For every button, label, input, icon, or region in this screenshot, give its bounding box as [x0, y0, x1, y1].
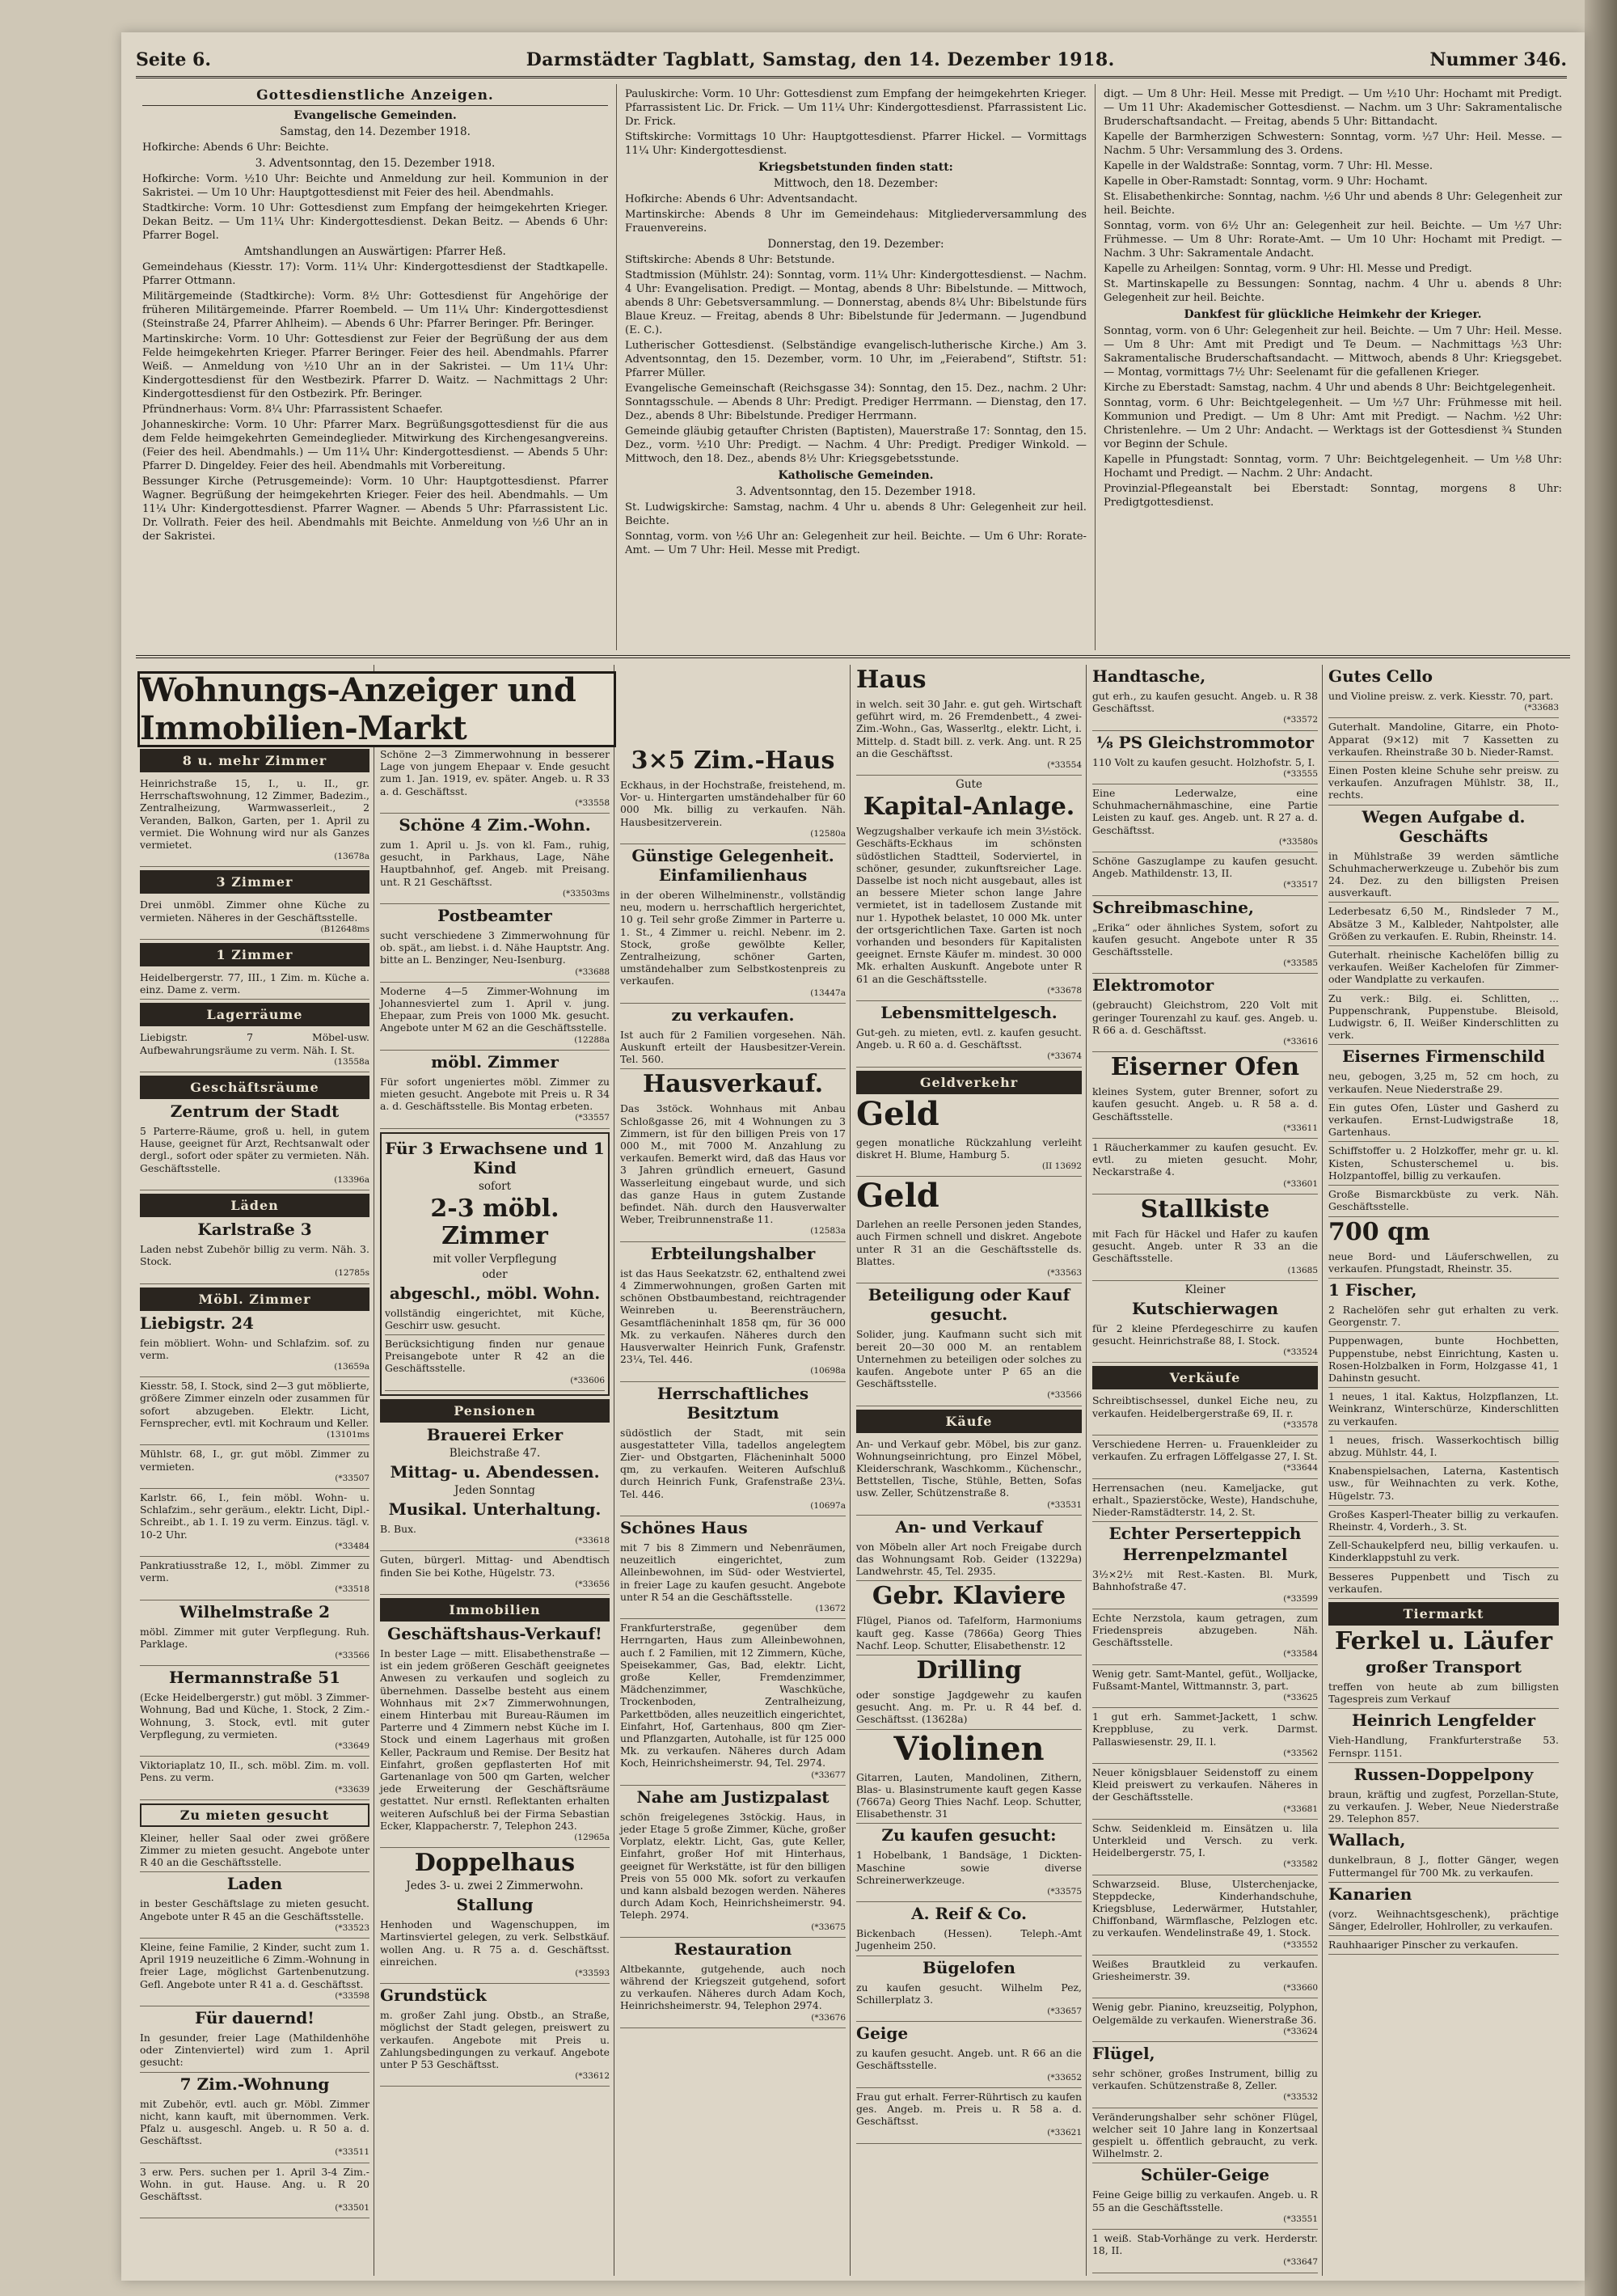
notice-paragraph: Stadtkirche: Vorm. 10 Uhr: Gottesdienst zum Empfang der heimgekehrten Krieger. Dekan Beitz. — Um 11¼ Uhr: Kindergottesdienst. Dekan Beitz. — Abends 6 Uhr: Pfarrer Bogel. [142, 202, 608, 242]
ad-text: dunkelbraun, 8 J., flotter Gänger, wegen Futtermangel für 700 Mk. zu verkaufen. [1328, 1851, 1559, 1882]
notice-paragraph: Evangelische Gemeinschaft (Reichsgasse 34): Sonntag, den 15. Dez., nachm. 2 Uhr: Sonntagsschule. — Abends 8 Uhr: Predigt. Prediger Herrmann. — Dienstag, den 17. Dez., abends 8 Uhr: Bibelstunde. Prediger Herrmann. [625, 383, 1087, 422]
notice-paragraph: St. Martinskapelle zu Bessungen: Sonntag, nachm. 4 Uhr u. abends 8 Uhr: Gelegenheit zur heil. Beichte. [1104, 278, 1562, 304]
notice-date: 3. Adventsonntag, den 15. Dezember 1918. [255, 157, 496, 170]
ad-text: Große Bismarckbüste zu verk. Näh. Geschäftsstelle. [1328, 1186, 1559, 1216]
ad-headline: Handtasche, [1092, 666, 1206, 686]
ad-text: neue Bord- und Läuferschwellen, zu verkaufen. Pfungstadt, Rheinstr. 35. [1328, 1248, 1559, 1279]
ad-headline: Wilhelmstraße 2 [179, 1601, 331, 1622]
issue-number: Nummer 346. [1429, 49, 1567, 70]
ad-headline: Herrenpelzmantel [1122, 1545, 1288, 1565]
ad-headline: Grundstück [380, 1985, 487, 2006]
ad-text: Puppenwagen, bunte Hochbetten, Puppenstube, nebst Einrichtung, Kasten u. Rosen-Holzbalken in Form, Holzgasse 41, 1 Dahinstn gesucht. [1328, 1332, 1559, 1388]
ad-headline: Kutschierwagen [1132, 1298, 1278, 1318]
ad-column-5 [1088, 665, 1323, 2276]
ad-text: 110 Volt zu kaufen gesucht. Holzhofstr. 5, I. (*33555 [1092, 754, 1318, 784]
ad-headline: Geschäftshaus-Verkauf! [387, 1623, 602, 1643]
ad-text: südöstlich der Stadt, mit sein ausgestatteter Villa, tadellos angelegtem Zier- und Obstgarten, Flächeninhalt 5000 qm, zu verkaufen. Weiteren Aufschluß durch Heinrich Funk, Grafenstraße 23¼. Tel. 446. (10697a [620, 1424, 846, 1516]
ad-text: Schreibtischsessel, dunkel Eiche neu, zu verkaufen. Heidelbergerstraße 69, II. r. (*33578 [1092, 1392, 1318, 1436]
ad-subline: Jeden Sonntag [454, 1483, 535, 1497]
ad-subline: sofort [478, 1179, 512, 1193]
ad-text: In bester Lage — mitt. Elisabethenstraße — ist ein jedem größeren Geschäft geeignetes Anwesen zu verkaufen und sogleich zu übernehmen. Dasselbe besteht aus einem Wohnhaus mit 2×7 Zimmerwohnungen, einem Hinterbau mit Bureau-Räumen im Parterre und 4 Zimmern nebst Küche im I. Stock und einem Lagerhaus mit großen Keller, Packraum und Remise. Der Besitz hat Einfahrt, großen gepflasterten Hof mit Gartenanlage von 500 qm Garten, welcher jede Erweiterung der Geschäftsräume gestattet. Nur ernstl. Reflektanten erhalten weiteren Aufschluß bei der Firma Sebastian Ecker, Klappacherstr. 7, Telephon 243. (12965a [380, 1645, 610, 1848]
church-column-3 [1097, 84, 1570, 650]
page-header [136, 44, 1567, 78]
ad-headline: Schüler-Geige [1141, 2165, 1269, 2185]
ad-headline: Beteiligung oder Kauf gesucht. [868, 1285, 1070, 1325]
ad-text: Berücksichtigung finden nur genaue Preisangebote unter R 42 an die Geschäftsstelle. (*33606 [385, 1335, 605, 1391]
ad-text: Guten, bürgerl. Mittag- und Abendtisch finden Sie bei Kothe, Hügelstr. 73. (*33656 [380, 1551, 610, 1595]
notice-paragraph: Kapelle der Barmherzigen Schwestern: Sonntag, vorm. ½7 Uhr: Heil. Messe. — Nachm. 5 Uhr: Versammlung des 3. Ordens. [1104, 131, 1562, 157]
church-column-2 [619, 84, 1096, 650]
category-header: Möbl. Zimmer [140, 1288, 369, 1311]
ad-text: in bester Geschäftslage zu mieten gesucht. Angebote unter R 45 an die Geschäftsstelle. (*33523 [140, 1895, 369, 1939]
ad-text: Gut-geh. zu mieten, evtl. z. kaufen gesucht. Angeb. u. R 60 a. d. Geschäftsst. (*33674 [856, 1024, 1082, 1068]
ad-headline: Musikal. Unterhaltung. [388, 1499, 602, 1519]
ad-text: Feine Geige billig zu verkaufen. Angeb. u. R 55 an die Geschäftsstelle. (*33551 [1092, 2186, 1318, 2230]
ad-text: mit Zubehör, evtl. auch gr. Möbl. Zimmer nicht, kann kauft, mit übernommen. Verk. Pfalz u. ausgeschl. Angeb. u. R 50 a. d. Geschäftsst. (*33511 [140, 2095, 369, 2163]
ad-headline: Geld [856, 1094, 939, 1133]
ad-text: treffen von heute ab zum billigsten Tagespreis zum Verkauf [1328, 1678, 1559, 1709]
ad-text: in Mühlstraße 39 werden sämtliche Schuhmacherwerkzeuge u. Zubehör bis zum 24. Dez. zu den billigsten Preisen ausverkauft. [1328, 848, 1559, 903]
section-divider [136, 655, 1570, 658]
ad-text: Rauhhaariger Pinscher zu verkaufen. [1328, 1936, 1559, 1955]
ad-headline: Eiserner Ofen [1110, 1053, 1300, 1082]
ad-headline: Mittag- u. Abendessen. [390, 1461, 600, 1482]
ad-text: Wenig getr. Samt-Mantel, gefüt., Wolljacke, Fußsamt-Mantel, Wittmannstr. 3, part. (*33625 [1092, 1665, 1318, 1709]
ad-subline: oder [482, 1267, 508, 1281]
ad-headline: abgeschl., möbl. Wohn. [389, 1283, 601, 1303]
category-header: 3 Zimmer [140, 870, 369, 894]
ad-text: Ein gutes Ofen, Lüster und Gasherd zu verkaufen. Ernst-Ludwigstraße 18, Gartenhaus. [1328, 1099, 1559, 1143]
notice-paragraph: Stadtmission (Mühlstr. 24): Sonntag, vorm. 11¼ Uhr: Kindergottesdienst. — Nachm. 4 Uhr: Evangelisation. Predigt. — Montag, abends 8 Uhr: Bibelstunde. — Mittwoch, abends 8 Uhr: Gebetsversammlung. — Donnerstag, abends 8¼ Uhr: Bibelstunde fürs Blaue Kreuz. — Freitag, abends 8 Uhr: Bibelstunde für Jedermann. — Jugendbund (E. C.). [625, 269, 1087, 336]
ad-subline: mit voller Verpflegung [433, 1252, 557, 1266]
ad-text: vollständig eingerichtet, mit Küche, Geschirr usw. gesucht. [385, 1304, 605, 1335]
ad-text: Laden nebst Zubehör billig zu verm. Näh. 3. Stock. (12785s [140, 1241, 369, 1284]
ad-text: Heidelbergerstr. 77, III., 1 Zim. m. Küche a. einz. Dame z. verm. [140, 969, 369, 1000]
ad-text: An- und Verkauf gebr. Möbel, bis zur ganz. Wohnungseinrichtung, pro Einzel Möbel, Kleiderschrank, Waschkomm., Küchenschr., Bettstellen, Tische, Stühle, Betten, Sofas usw. Zeller, Schützenstraße 8. (*33531 [856, 1436, 1082, 1516]
section-subtitle: Katholische Gemeinden. [778, 469, 934, 482]
ad-headline: Russen-Doppelpony [1353, 1764, 1534, 1784]
classified-ads [136, 665, 1570, 2276]
notice-paragraph: Kapelle in der Waldstraße: Sonntag, vorm. 7 Uhr: Hl. Messe. [1104, 160, 1433, 172]
ad-text: Darlehen an reelle Personen jeden Standes, auch Firmen schnell und diskret. Angebote unter R 31 an die Geschäftsstelle ds. Blattes. (*33563 [856, 1216, 1082, 1283]
notice-paragraph: Pauluskirche: Vorm. 10 Uhr: Gottesdienst zum Empfang der heimgekehrten Krieger. Pfarrassistent Lic. Dr. Frick. — Um 11¼ Uhr: Kindergottesdienst. Pfarrassistent Lic. Dr. Frick. [625, 88, 1087, 128]
ad-text: 3 erw. Pers. suchen per 1. April 3-4 Zim.-Wohn. in gut. Hause. Ang. u. R 20 Geschäftsst. (*33501 [140, 2163, 369, 2219]
notice-paragraph: Militärgemeinde (Stadtkirche): Vorm. 8½ Uhr: Gottesdienst für Angehörige der früheren Militärgemeinde. Pfarrer Roembeld. — Um 11¼ Uhr: Kindergottesdienst (Steinstraße 24, Pfarrer Ahlheim). — Abends 6 Uhr: Pfarrer Beringer. Pfr. Beringer. [142, 290, 608, 330]
ad-headline: 2-3 möbl. Zimmer [430, 1194, 559, 1250]
ad-text: mit Fach für Häckel und Hafer zu kaufen gesucht. Angeb. unter R 33 an die Geschäftsstelle. (13685 [1092, 1225, 1318, 1281]
ad-text: 3½×2½ mit Rest.-Kasten. Bl. Murk, Bahnhofstraße 47. (*33599 [1092, 1566, 1318, 1609]
ad-text: Veränderungshalber sehr schöner Flügel, welcher seit 10 Jahre lang in Konzertsaal gespielt u. öffentlich gebraucht, zu verk. Wilhelmstr. 2. [1092, 2108, 1318, 2164]
ad-headline: zu verkaufen. [671, 1004, 795, 1025]
category-header: 8 u. mehr Zimmer [140, 749, 369, 772]
notice-paragraph: Pfründnerhaus: Vorm. 8¼ Uhr: Pfarrassistent Schaefer. [142, 404, 443, 416]
ad-text: Ist auch für 2 Familien vorgesehen. Näh. Auskunft erteilt der Hausbesitzer-Verein. Tel. 560. [620, 1026, 846, 1070]
notice-paragraph: St. Ludwigskirche: Samstag, nachm. 4 Uhr u. abends 8 Uhr: Gelegenheit zur heil. Beichte. [625, 501, 1087, 527]
ad-text: sehr schöner, großes Instrument, billig zu verkaufen. Schützenstraße 8, Zeller. (*33532 [1092, 2065, 1318, 2108]
ad-text: 1 neues, 1 ital. Kaktus, Holzpflanzen, Lt. Weinkranz, Winterschürze, Kinderschlitten zu verkaufen. [1328, 1388, 1559, 1431]
ad-headline: Restauration [673, 1939, 792, 1959]
ad-headline: Kapital-Anlage. [863, 793, 1075, 822]
ad-text: 2 Rachelöfen sehr gut erhalten zu verk. Georgenstr. 7. [1328, 1301, 1559, 1332]
ad-text: zu kaufen gesucht. Wilhelm Pez, Schillerplatz 3. (*33657 [856, 1979, 1082, 2023]
ad-headline: Eisernes Firmenschild [1342, 1047, 1545, 1067]
ad-headline: Für 3 Erwachsene und 1 Kind [385, 1138, 605, 1178]
notice-date: Mittwoch, den 18. Dezember: [773, 177, 939, 190]
ad-text: 1 neues, frisch. Wasserkochtisch billig abzug. Mühlstr. 44, I. [1328, 1431, 1559, 1462]
ad-headline: Stallkiste [1140, 1195, 1270, 1224]
notice-paragraph: Hofkirche: Abends 6 Uhr: Beichte. [142, 142, 329, 154]
ad-headline: ⅛ PS Gleichstrommotor [1096, 732, 1314, 752]
ad-text: Moderne 4—5 Zimmer-Wohnung im Johannesviertel zum 1. April v. jung. Ehepaar, zum Preis von 1000 Mk. gesucht. Angebote unter M 62 an die Geschäftsstelle. (12288a [380, 983, 610, 1051]
ad-text: Zu verk.: Bilg. ei. Schlitten, ... Puppenschrank, Puppenstube. Bleisold, Ludwigstr. 6, II. Weißer Kinderschlitten zu verk. [1328, 990, 1559, 1046]
ad-headline: A. Reif & Co. [911, 1904, 1027, 1924]
notice-paragraph: digt. — Um 8 Uhr: Heil. Messe mit Predigt. — Um ½10 Uhr: Hochamt mit Predigt. — Um 11 Uhr: Akademischer Gottesdienst. — Nachm. um 3 Uhr: Sakramentalische Bruderschaftsandacht. — Freitag, abends 5 Uhr: Bittandacht. [1104, 88, 1562, 128]
ad-text: Schöne Gaszuglampe zu kaufen gesucht. Angeb. Mathildenstr. 13, II. (*33517 [1092, 852, 1318, 896]
ad-headline: Schöne 4 Zim.-Wohn. [399, 815, 591, 835]
ad-headline: Haus [856, 666, 927, 694]
ad-text: 5 Parterre-Räume, groß u. hell, in gutem Hause, geeignet für Arzt, Rechtsanwalt oder dergl., sofort oder später zu vermieten. Näh. Geschäftsstelle. (13396a [140, 1123, 369, 1190]
ad-text: Wegzugshalber verkaufe ich mein 3½stöck. Geschäfts-Eckhaus im schönsten südöstlichen Stadtteil, Soderviertel, in schöner, gesunder, zukunftsreicher Lage. Dasselbe ist noch nicht ausgebaut, alles ist an bessere Mieter schon lange Jahre vermietet, ist in tadellosem Zustande mit nur 1. Hypothek belastet, 10 000 Mk. unter der ortsgerichtlichen Taxe. Garten ist noch vorhanden und besonders für Kapitalisten geeignet. Ernste Käufer m. mindest. 30 000 Mk. erhalten Auskunft. Angebote unter R 61 an die Geschäftsstelle. (*33678 [856, 822, 1082, 1001]
ad-text: neu, gebogen, 3,25 m, 52 cm hoch, zu verkaufen. Neue Niederstraße 29. [1328, 1068, 1559, 1098]
ad-text: Verschiedene Herren- u. Frauenkleider zu verkaufen. Zu erfragen Löffelgasse 27, I. St. (*33644 [1092, 1436, 1318, 1479]
ad-text: zum 1. April u. Js. von kl. Fam., ruhig, gesucht, in Parkhaus, Lage, Nähe Hauptbahnhof, gef. Angeb. mit Preisang. unt. R 21 Geschäftsst. (*33503ms [380, 836, 610, 904]
ad-subline: Bleichstraße 47. [449, 1446, 541, 1460]
ad-text: mit 7 bis 8 Zimmern und Nebenräumen, neuzeitlich eingerichtet, zum Alleinbewohnen, im Süd- oder Westviertel, in freier Lage zu kaufen gesucht. Angebote unter R 54 an die Geschäftsstelle. (13672 [620, 1539, 846, 1619]
ad-text: Einen Posten kleine Schuhe sehr preisw. zu verkaufen. Anzufragen Mühlstr. 38, II., rechts. [1328, 762, 1559, 806]
ad-headline: Wallach, [1328, 1830, 1406, 1850]
notice-paragraph: Provinzial-Pflegeanstalt bei Eberstadt: Sonntag, morgens 8 Uhr: Predigtgottesdienst. [1104, 483, 1562, 509]
ad-text: Henhoden und Wagenschuppen, im Martinsviertel gelegen, zu verk. Selbstkäuf. wollen Ang. u. R 75 a. d. Geschäftsst. einreichen. (*33593 [380, 1916, 610, 1984]
ad-headline: Doppelhaus [414, 1849, 576, 1878]
ad-headline: Kanarien [1328, 1884, 1412, 1904]
ad-text: gegen monatliche Rückzahlung verleiht diskret H. Blume, Hamburg 5. (II 13692 [856, 1134, 1082, 1178]
notice-date: Donnerstag, den 19. Dezember: [767, 238, 944, 251]
masthead-date: Darmstädter Tagblatt, Samstag, den 14. Dezember 1918. [526, 49, 1115, 70]
ad-headline: Für dauernd! [195, 2008, 315, 2027]
ad-text: Frankfurterstraße, gegenüber dem Herrngarten, Haus zum Alleinbewohnen, auch f. 2 Familien, mit 12 Zimmern, Küche, Speisekammer, Gas, Bad, elektr. Licht, große Keller, Fremdenzimmer, Mädchenzimmer, Waschküche, Trockenboden, Zentralheizung, Parkettböden, alles neuzeitlich eingerichtet, Einfahrt, Hof, Gartenhaus, 800 qm Zier- und Pflanzgarten, Autohalle, ist für 125 000 Mk. zu verkaufen. Näheres durch Adam Koch, Heinrichsheimerstr. 94, Tel. 2974. (*33677 [620, 1619, 846, 1786]
notice-paragraph: Sonntag, vorm. 6 Uhr: Beichtgelegenheit. — Um ½7 Uhr: Frühmesse mit heil. Kommunion und Predigt. — Um 8 Uhr: Amt mit Predigt. — Nachm. ½2 Uhr: Christenlehre. — Um 2 Uhr: Andacht. — Werktags ist der Gottesdienst ¾ Stunden vor Beginn der Schule. [1104, 397, 1562, 450]
ad-headline: Erbteilungshalber [650, 1243, 816, 1263]
ad-text: in welch. seit 30 Jahr. e. gut geh. Wirtschaft geführt wird, m. 26 Fremdenbett., 4 zwei-Zim.-Wohn., Gas, Wasserltg., elektr. Licht, i. Mittelp. d. Stadt bill. z. verk. Ang. unt. R 25 an die Geschäftsst. (*33554 [856, 696, 1082, 776]
ad-headline: Hausverkauf. [642, 1070, 824, 1099]
ad-headline: 3×5 Zim.-Haus [631, 746, 835, 775]
ad-text: ist das Haus Seekatzstr. 62, enthaltend zwei 4 Zimmerwohnungen, großen Garten mit schönen Obstbaumbestand, reichtragender Weinreben u. Beerensträuchern, Gesamtflächeninhalt 1858 qm, für 36 000 Mk. zu verkaufen. Näheres durch den Hausverwalter Heinrich Funk, Grafenstr. 23¼, Tel. 446. (10698a [620, 1265, 846, 1382]
notice-date: 3. Adventsonntag, den 15. Dezember 1918. [736, 485, 976, 498]
ad-headline: Violinen [893, 1729, 1045, 1768]
notice-paragraph: Hofkirche: Vorm. ½10 Uhr: Beichte und Anmeldung zur heil. Kommunion in der Sakristei. — Um 10 Uhr: Hauptgottesdienst mit Feier des heil. Abendmahls. [142, 173, 608, 199]
ad-text: Frau gut erhalt. Ferrer-Rührtisch zu kaufen ges. Angeb. m. Preis u. R 58 a. d. Geschäftsst. (*33621 [856, 2088, 1082, 2144]
ad-text: Flügel, Pianos od. Tafelform, Harmoniums kauft geg. Kasse (7866a) Georg Thies Nachf. Leop. Schutter, Elisabethenstr. 12 [856, 1612, 1082, 1655]
ad-text: Kiesstr. 58, I. Stock, sind 2—3 gut möblierte, größere Zimmer einzeln oder zusammen für sofort abzugeben. Elektr. Licht, Fernsprecher, evtl. mit Kochraum und Keller. (13101ms [140, 1377, 369, 1445]
section-subtitle: Evangelische Gemeinden. [293, 109, 457, 122]
ad-headline: Geld [856, 1177, 939, 1216]
notice-paragraph: Johanneskirche: Vorm. 10 Uhr: Pfarrer Marx. Begrüßungsgottesdienst für die aus dem Felde heimgekehrten Gemeindeglieder. Mitwirkung des Kirchengesangvereins. (Feier des heil. Abendmahls.) — Um 11¼ Uhr: Kindergottesdienst. — Abends 5 Uhr: Pfarrer D. Dingeldey. Feier des heil. Abendmahls mit Vorbereitung. [142, 419, 608, 472]
notice-paragraph: Martinskirche: Vorm. 10 Uhr: Gottesdienst zur Feier der Begrüßung der aus dem Felde heimgekehrten Krieger. Pfarrer Beringer. Feier des heil. Abendmahls. Pfarrer Weiß. — Anmeldung von ½10 Uhr an in der Sakristei. — Um 11¼ Uhr: Kindergottesdienst für den Westbezirk. Pfarrer D. Waitz. — Nachmittags 2 Uhr: Kindergottesdienst für den Ostbezirk. Pfr. Beringer. [142, 333, 608, 400]
ad-text: Neuer königsblauer Seidenstoff zu einem Kleid preiswert zu verkaufen. Näheres in der Geschäftsstelle. (*33681 [1092, 1764, 1318, 1820]
ad-text: (gebraucht) Gleichstrom, 220 Volt mit geringer Tourenzahl zu kauf. ges. Angeb. u. R 66 a. d. Geschäftsst. (*33616 [1092, 996, 1318, 1052]
ad-text: m. großer Zahl jung. Obstb., an Straße, möglichst der Stadt gelegen, preiswert zu verkaufen. Angebote mit Preis u. Zahlungsbedingungen zu verkauf. Angebote unter P 53 Geschäftsst. (*33612 [380, 2006, 610, 2087]
ad-text: Das 3stöck. Wohnhaus mit Anbau Schloßgasse 26, mit 4 Wohnungen zu 3 Zimmern, ist für den billigen Preis von 17 000 M., mit 7000 M. Anzahlung zu verkaufen. Bemerkt wird, daß das Haus vor 3 Jahren gründlich erneuert, Gasund Wasserleitung eingebaut wurde, und sich das ganze Haus in gutem Zustande befindet. Näh. durch den Hausverwalter Weber, Treibrunnenstraße 11. (12583a [620, 1100, 846, 1241]
ad-headline: Zu kaufen gesucht: [881, 1825, 1057, 1846]
ad-text: Liebigstr. 7 Möbel-usw. Aufbewahrungsräume zu verm. Näh. I. St. (13558a [140, 1029, 369, 1072]
ad-headline: Stallung [456, 1895, 534, 1915]
ad-text: Schw. Seidenkleid m. Einsätzen u. lila Unterkleid und Versch. zu verk. Heidelbergerstr. 75, I. (*33582 [1092, 1820, 1318, 1875]
ad-text: Großes Kasperl-Theater billig zu verkaufen. Rheinstr. 4, Vorderh., 3. St. [1328, 1506, 1559, 1537]
ad-text: Vieh-Handlung, Frankfurterstraße 53. Fernspr. 1151. [1328, 1732, 1559, 1762]
ad-column-2 [376, 665, 614, 2276]
notice-paragraph: Lutherischer Gottesdienst. (Selbständige evangelisch-lutherische Kirche.) Am 3. Adventsonntag, den 15. Dezember, vorm. 10 Uhr, im „Feierabend“, Stiftstr. 51: Pfarrer Müller. [625, 340, 1087, 379]
ad-text: Viktoriaplatz 10, II., sch. möbl. Zim. m. voll. Pens. zu verm. (*33639 [140, 1757, 369, 1800]
category-header: Käufe [856, 1410, 1082, 1433]
ad-text: Kleiner, heller Saal oder zwei größere Zimmer zu mieten gesucht. Angebote unter R 40 an die Geschäftsstelle. [140, 1829, 369, 1873]
ad-headline: Nahe am Justizpalast [636, 1786, 830, 1807]
newspaper-page [121, 32, 1585, 2281]
banner-spacer [620, 665, 846, 746]
ad-headline: Wegen Aufgabe d. Geschäfts [1362, 806, 1526, 846]
ad-text: oder sonstige Jagdgewehr zu kaufen gesucht. Ang. m. Pr. u. R 44 bef. d. Geschäftsst. (13628a) [856, 1686, 1082, 1730]
category-header: Tiermarkt [1328, 1602, 1559, 1626]
ad-headline: An- und Verkauf [895, 1516, 1043, 1537]
notice-paragraph: Sonntag, vorm. von ½6 Uhr an: Gelegenheit zur heil. Beichte. — Um 6 Uhr: Rorate-Amt. — Um 7 Uhr: Heil. Messe mit Predigt. [625, 531, 1087, 556]
ad-text: Knabenspielsachen, Laterna, Kastentisch usw., für Weihnachten zu verk. Kothe, Hügelstr. 73. [1328, 1462, 1559, 1506]
ad-headline: Günstige Gelegenheit. Einfamilienhaus [631, 846, 834, 886]
ad-headline: Drilling [916, 1655, 1022, 1685]
ad-headline: 1 Fischer, [1328, 1279, 1417, 1300]
ad-text: zu kaufen gesucht. Angeb. unt. R 66 an die Geschäftsstelle. (*33652 [856, 2044, 1082, 2088]
ad-text: schön freigelegenes 3stöckig. Haus, in jeder Etage 5 große Zimmer, Küche, großer Vorplatz, elektr. Licht, Gas, gute Keller, Einfahrt, großer Hof mit Hinterhaus, geeignet für Werkstätte, ist für den billigen Preis von 55 000 Mk. sofort zu verkaufen und kann alsbald bezogen werden. Näheres durch Adam Koch, Heinrichsheimerstr. 94. Teleph. 2974. (*33675 [620, 1808, 846, 1938]
ad-headline: Geige [856, 2023, 909, 2044]
ad-text: Heinrichstraße 15, I., u. II., gr. Herrschaftswohnung, 12 Zimmer, Badezim., Zentralheizung, Warmwasserleit., 2 Veranden, Balkon, Garten, per 1. April zu vermiet. Die Wohnung wird nur als Ganzes vermietet. (13678a [140, 775, 369, 867]
ad-headline: Zentrum der Stadt [170, 1101, 340, 1122]
ad-subline: Kleiner [1184, 1283, 1226, 1296]
ad-headline: großer Transport [1365, 1656, 1522, 1677]
ad-headline: Elektromotor [1092, 975, 1214, 996]
ad-text: 1 gut erh. Sammet-Jackett, 1 schw. Kreppbluse, zu verk. Darmst. Pallaswiesenstr. 29, II. l. (*33562 [1092, 1708, 1318, 1764]
notice-paragraph: St. Elisabethenkirche: Sonntag, nachm. ½6 Uhr und abends 8 Uhr: Gelegenheit zur heil. Beichte. [1104, 191, 1562, 217]
ad-headline: Heinrich Lengfelder [1351, 1710, 1536, 1731]
ad-headline: Bügelofen [922, 1957, 1015, 1977]
category-header: Pensionen [380, 1399, 610, 1423]
notice-paragraph: Martinskirche: Abends 8 Uhr im Gemeindehaus: Mitgliederversammlung des Frauenvereins. [625, 209, 1087, 235]
notice-paragraph: Stiftskirche: Vormittags 10 Uhr: Hauptgottesdienst. Pfarrer Hickel. — Vormittags 11¼ Uhr: Kindergottesdienst. [625, 131, 1087, 157]
ad-text: braun, kräftig und zugfest, Porzellan-Stute, zu verkaufen. J. Weber, Neue Niederstraße 29. Telephon 857. [1328, 1786, 1559, 1829]
ad-headline: Herrschaftliches Besitztum [657, 1383, 809, 1423]
notice-paragraph: Hofkirche: Abends 6 Uhr: Adventsandacht. [625, 193, 858, 205]
book-binding-edge [1585, 0, 1617, 2296]
category-header: Verkäufe [1092, 1366, 1318, 1389]
ad-headline: Gutes Cello [1328, 666, 1433, 686]
category-header: Zu mieten gesucht [140, 1803, 369, 1827]
ad-headline: Schönes Haus [620, 1517, 748, 1537]
ad-text: in der oberen Wilhelminenstr., vollständig neu, modern u. herrschaftlich hergerichtet, 10 g. Teil sehr große Zimmer in Parterre u. 1. St., 4 Zimmer u. reichl. Nebenr. im 2. Stock, große gewölbte Keller, Zentralheizung, schöner Garten, umständehalber zum Selbstkostenpreis zu verkaufen. (13447a [620, 886, 846, 1004]
ad-text: Echte Nerzstola, kaum getragen, zum Friedenspreis abzugeben. Näh. Geschäftsstelle. (*33584 [1092, 1609, 1318, 1665]
notice-paragraph: Kapelle in Pfungstadt: Sonntag, vorm. 7 Uhr: Beichtgelegenheit. — Um ½8 Uhr: Hochamt und Predigt. — Nachm. 2 Uhr: Andacht. [1104, 454, 1562, 480]
ad-text: Kleine, feine Familie, 2 Kinder, sucht zum 1. April 1919 neuzeitliche 6 Zimm.-Wohnung in freier Lage, möglichst Gartenbenutzung. Gefl. Angebote unter R 41 a. d. Geschäftsst. (*33598 [140, 1939, 369, 2006]
ad-text: Schöne 2—3 Zimmerwohnung in besserer Lage von jungem Ehepaar v. Ende gesucht zum 1. Jan. 1919, ev. später. Angeb. u. R 33 a. d. Geschäftsst. (*33558 [380, 746, 610, 814]
notice-paragraph: Gemeinde gläubig getaufter Christen (Baptisten), Mauerstraße 17: Sonntag, den 15. Dez., vorm. ½10 Uhr: Predigt. — Nachm. 4 Uhr: Predigt. Prediger Winkold. — Mittwoch, den 18. Dez., abends 8½ Uhr: Kriegsgebetsstunde. [625, 425, 1087, 465]
category-header: Geschäftsräume [140, 1076, 369, 1099]
ad-text: Schiffstoffer u. 2 Holzkoffer, mehr gr. u. kl. Kisten, Schusterschemel u. bis. Holzpantoffel, billig zu verkaufen. [1328, 1142, 1559, 1186]
category-header: Läden [140, 1194, 369, 1217]
ad-headline: Gebr. Klaviere [872, 1582, 1066, 1611]
ad-subline: Jedes 3- u. zwei 2 Zimmerwohn. [406, 1880, 584, 1893]
notice-paragraph: Bessunger Kirche (Petrusgemeinde): Vorm. 10 Uhr: Hauptgottesdienst. Pfarrer Wagner. Begrüßung der heimgekehrten Krieger. Feier des heil. Abendmahls. — Um 11¼ Uhr: Kindergottesdienst. Pfarrer Wagner. — Abends 5 Uhr: Pfarrassistent Lic. Dr. Vollrath. Feier des heil. Abendmahls mit Beichte. Anmeldung von ½6 Uhr an in der Sakristei. [142, 476, 608, 543]
notice-paragraph: Kapelle in Ober-Ramstadt: Sonntag, vorm. 9 Uhr: Hochamt. [1104, 175, 1428, 188]
ad-text: 1 Räucherkammer zu kaufen gesucht. Ev. evtl. zu mieten gesucht. Mohr, Neckarstraße 4. (*33601 [1092, 1139, 1318, 1195]
category-header: Lagerräume [140, 1003, 369, 1026]
category-header: Immobilien [380, 1598, 610, 1622]
section-subtitle: Dankfest für glückliche Heimkehr der Krieger. [1184, 308, 1482, 321]
notice-paragraph: Stiftskirche: Abends 8 Uhr: Betstunde. [625, 254, 835, 266]
ad-text: Drei unmöbl. Zimmer ohne Küche zu vermieten. Näheres in der Geschäftsstelle. (B12648ms [140, 896, 369, 940]
ad-text: Schwarzseid. Bluse, Ulsterchenjacke, Steppdecke, Kinderhandschuhe, Kriegsbluse, Lederwärmer, Hutstahler, Chiffonband, Wärmflasche, Pelzlogen etc. zu verkaufen. Wendelinstraße 49, 1. Stock. (*33552 [1092, 1875, 1318, 1956]
ad-text: sucht verschiedene 3 Zimmerwohnung für ob. spät., am liebst. i. d. Nähe Hauptstr. Ang. bitte an L. Benzinger, Neu-Isenburg. (*33688 [380, 927, 610, 983]
ad-text: Zell-Schaukelpferd neu, billig verkaufen. u. Kinderklappstuhl zu verk. [1328, 1537, 1559, 1567]
category-header: Geldverkehr [856, 1071, 1082, 1094]
ad-text: Guterhalt. Mandoline, Gitarre, ein Photo-Apparat (9×12) mit 7 Kassetten zu verkaufen. Rheinstraße 30 b. Nieder-Ramst. [1328, 718, 1559, 762]
section-title: Gottesdienstliche Anzeigen. [142, 87, 608, 106]
notice-date: Samstag, den 14. Dezember 1918. [280, 125, 471, 138]
ad-text: Herrensachen (neu. Kameljacke, gut erhalt., Spazierstöcke, Weste), Handschuhe, Nieder-Ramstädterstr. 14, 2. St. [1092, 1479, 1318, 1523]
ad-headline: Brauerei Erker [426, 1424, 564, 1444]
ad-text: Für sofort ungeniertes möbl. Zimmer zu mieten gesucht. Angebote mit Preis u. R 34 a. d. Geschäftsstelle. Bis Montag erbeten. (*33557 [380, 1073, 610, 1129]
ad-text: Besseres Puppenbett und Tisch zu verkaufen. [1328, 1568, 1559, 1599]
ad-headline: 700 qm [1328, 1217, 1430, 1246]
ad-text: und Violine preisw. z. verk. Kiesstr. 70, part. (*33683 [1328, 687, 1559, 718]
church-column-1 [136, 84, 617, 650]
ad-text: Pankratiusstraße 12, I., möbl. Zimmer zu verm. (*33518 [140, 1557, 369, 1600]
ad-headline: Laden [226, 1874, 283, 1894]
ad-subline: Gute [956, 778, 982, 792]
notice-paragraph: Amtshandlungen an Auswärtigen: Pfarrer Heß. [244, 245, 506, 258]
ad-text: Gitarren, Lauten, Mandolinen, Zithern, Blas- u. Blasinstrumente kauft gegen Kasse (7667a) Georg Thies Nachf. Leop. Schutter, Elisabethenstr. 31 [856, 1769, 1082, 1825]
ad-headline: Ferkel u. Läufer [1334, 1626, 1553, 1655]
ad-column-6 [1324, 665, 1563, 2276]
ad-headline: 7 Zim.-Wohnung [179, 2074, 330, 2094]
ad-text: Karlstr. 66, I., fein möbl. Wohn- u. Schlafzim., sehr geräum., elektr. Licht, Dipl.-Schreibt., ab 1. I. 19 zu verm. Einzus. tägl. v. 10-2 Uhr. (*33484 [140, 1489, 369, 1557]
ad-text: 1 weiß. Stab-Vorhänge zu verk. Herderstr. 18, II. (*33647 [1092, 2230, 1318, 2273]
notice-paragraph: Kapelle zu Arheilgen: Sonntag, vorm. 9 Uhr: Hl. Messe und Predigt. [1104, 263, 1472, 275]
ad-text: „Erika“ oder ähnliches System, sofort zu kaufen gesucht. Angebote unter R 35 Geschäftsstelle. (*33585 [1092, 919, 1318, 975]
ad-text: Lederbesatz 6,50 M., Rindsleder 7 M., Absätze 3 M., Kalbleder, Nahtpolster, alle Größen zu verkaufen. E. Rubin, Rheinstr. 14. [1328, 903, 1559, 946]
ad-text: Mühlstr. 68, I., gr. gut möbl. Zimmer zu vermieten. (*33507 [140, 1445, 369, 1489]
ad-text: fein möbliert. Wohn- und Schlafzim. sof. zu verm. (13659a [140, 1334, 369, 1378]
ad-headline: Liebigstr. 24 [140, 1313, 254, 1333]
ad-text: In gesunder, freier Lage (Mathildenhöhe oder Zintenviertel) wird zum 1. April gesucht: [140, 2029, 369, 2073]
ad-headline: Karlstraße 3 [197, 1220, 312, 1240]
ad-text: für 2 kleine Pferdegeschirre zu kaufen gesucht. Heinrichstraße 88, I. Stock. (*33524 [1092, 1320, 1318, 1364]
ad-headline: Lebensmittelgesch. [880, 1003, 1058, 1023]
ad-text: Solider, jung. Kaufmann sucht sich mit bereit 20—30 000 M. an rentablem Unternehmen zu beteiligen oder solches zu kaufen. Angebote unter P 65 an die Geschäftsstelle. (*33566 [856, 1326, 1082, 1406]
ad-text: Wenig gebr. Pianino, kreuzseitig, Polyphon, Oelgemälde zu verkaufen. Wienerstraße 36. (*33624 [1092, 1998, 1318, 2042]
notice-paragraph: Kirche zu Eberstadt: Samstag, nachm. 4 Uhr und abends 8 Uhr: Beichtgelegenheit. [1104, 382, 1556, 394]
ad-text: Bickenbach (Hessen). Teleph.-Amt Jugenheim 250. [856, 1925, 1082, 1956]
ad-text: Guterhalt. rheinische Kachelöfen billig zu verkaufen. Weißer Kachelofen für Zimmer- oder Wandplatte zu verkaufen. [1328, 946, 1559, 990]
ad-text: B. Bux. (*33618 [380, 1520, 610, 1551]
notice-paragraph: Gemeindehaus (Kiesstr. 17): Vorm. 11¼ Uhr: Kindergottesdienst der Stadtkapelle. Pfarrer Ottmann. [142, 261, 608, 287]
ad-headline: Schreibmaschine, [1092, 897, 1254, 917]
ad-column-3 [616, 665, 851, 2276]
ad-text: Eine Lederwalze, eine Schuhmachernähmaschine, eine Partie Leisten zu kauf. ges. Angeb. unt. R 27 a. d. Geschäftsst. (*33580s [1092, 784, 1318, 852]
boxed-ad [380, 1132, 610, 1396]
notice-paragraph: Sonntag, vorm. von 6 Uhr: Gelegenheit zur heil. Beichte. — Um 7 Uhr: Heil. Messe. — Um 8 Uhr: Amt mit Predigt und Te Deum. — Nachmittags ½3 Uhr: Sakramentalische Bruderschaftsandacht. — Mittwoch, abends 8 Uhr: Kriegsgebet. — Montag, vormittags 7½ Uhr: Seelenamt für die gefallenen Krieger. [1104, 325, 1562, 378]
ad-text: kleines System, guter Brenner, sofort zu kaufen gesucht. Angeb. u. R 58 a. d. Geschäftsstelle. (*33611 [1092, 1083, 1318, 1139]
ad-headline: Postbeamter [437, 906, 552, 926]
ad-column-1 [136, 665, 374, 2276]
ad-headline: Flügel, [1092, 2044, 1155, 2064]
real-estate-banner: Wohnungs-Anzeiger und Immobilien-Markt [137, 671, 616, 747]
church-notices [136, 84, 1570, 650]
notice-paragraph: Sonntag, vorm. von 6½ Uhr an: Gelegenheit zur heil. Beichte. — Um ½7 Uhr: Frühmesse. — Um 8 Uhr: Rorate-Amt. — Um 10 Uhr: Hochamt mit Predigt. — Nachm. 3 Uhr: Sakramentale Andacht. [1104, 220, 1562, 260]
page-number: Seite 6. [136, 49, 212, 70]
section-subtitle: Kriegsbetstunden finden statt: [758, 161, 953, 174]
ad-text: gut erh., zu kaufen gesucht. Angeb. u. R 38 Geschäftsst. (*33572 [1092, 687, 1318, 731]
ad-text: möbl. Zimmer mit guter Verpflegung. Ruh. Parklage. (*33566 [140, 1623, 369, 1667]
category-header: 1 Zimmer [140, 943, 369, 966]
ad-text: von Möbeln aller Art noch Freigabe durch das Wohnungsamt Rob. Geider (13229a) Landwehrstr. 45, Tel. 2935. [856, 1538, 1082, 1582]
ad-text: Altbekannte, gutgehende, auch noch während der Kriegszeit gutgehend, sofort zu verkaufen. Näheres durch Adam Koch, Heinrichsheimerstr. 94, Telephon 2974. (*33676 [620, 1960, 846, 2028]
ad-column-4 [852, 665, 1087, 2276]
ad-headline: möbl. Zimmer [431, 1051, 559, 1072]
ad-headline: Echter Perserteppich [1108, 1524, 1302, 1544]
ad-text: Eckhaus, in der Hochstraße, freistehend, m. Vor- u. Hintergarten umständehalber für 60 000 Mk. billig zu verkaufen. Näh. Hausbesitzerverein. (12580a [620, 776, 846, 844]
ad-text: (Ecke Heidelbergerstr.) gut möbl. 3 Zimmer-Wohnung, Bad und Küche, 1. Stock, 2 Zim.-Wohnung, 3. Stock, evtl. mit guter Verpflegung, zu vermieten. (*33649 [140, 1689, 369, 1757]
ad-text: 1 Hobelbank, 1 Bandsäge, 1 Dickten-Maschine sowie diverse Schreinerwerkzeuge. (*33575 [856, 1846, 1082, 1902]
ad-text: Weißes Brautkleid zu verkaufen. Griesheimerstr. 39. (*33660 [1092, 1956, 1318, 1999]
ad-headline: Hermannstraße 51 [168, 1668, 341, 1688]
ad-text: (vorz. Weihnachtsgeschenk), prächtige Sänger, Edelroller, Hohlroller, zu verkaufen. [1328, 1905, 1559, 1936]
